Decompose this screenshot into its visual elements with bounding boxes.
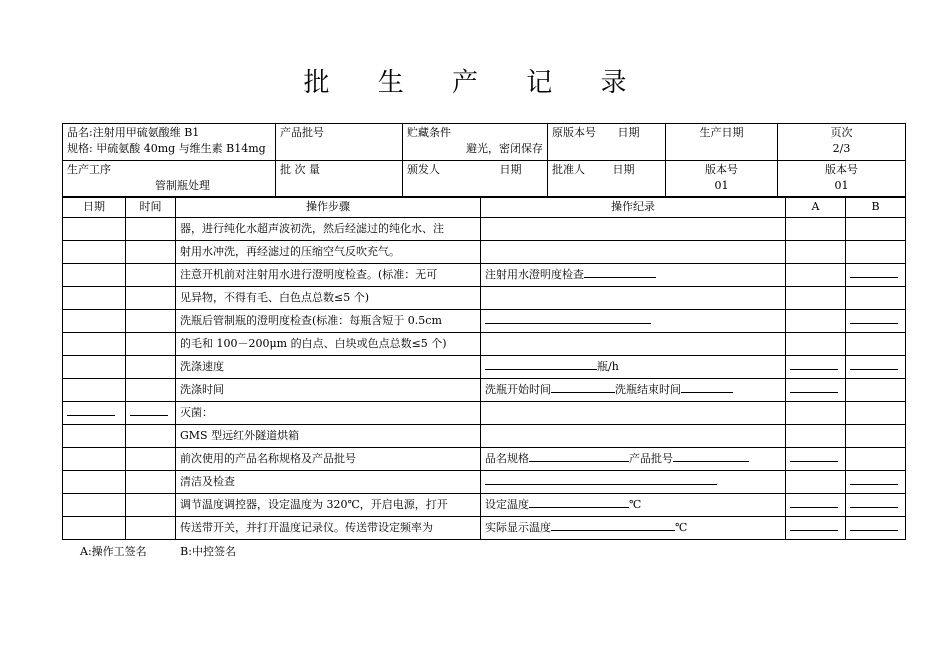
- fill-blank[interactable]: [584, 265, 656, 278]
- time-blank[interactable]: [130, 403, 168, 416]
- record-cell[interactable]: [481, 494, 786, 517]
- footer-b-note: B:中控签名: [180, 545, 236, 558]
- table-row: [63, 310, 906, 333]
- storage-cell: [403, 124, 548, 161]
- fill-blank[interactable]: [551, 380, 615, 393]
- approver-label: 批准人: [552, 163, 585, 176]
- footer-notes: [80, 543, 266, 559]
- a-sign-cell[interactable]: [786, 425, 846, 448]
- record-cell[interactable]: [481, 425, 786, 448]
- b-sign-cell[interactable]: [846, 448, 906, 471]
- time-cell[interactable]: [126, 402, 176, 425]
- signature-blank[interactable]: [790, 518, 838, 531]
- time-cell[interactable]: [126, 379, 176, 402]
- time-cell[interactable]: [126, 333, 176, 356]
- footer-a-note: A:操作工签名: [80, 545, 147, 558]
- version-label-2: 版本号: [825, 163, 858, 176]
- date-cell[interactable]: [63, 310, 126, 333]
- original-version-date-label: 日期: [617, 126, 640, 139]
- date-cell[interactable]: [63, 494, 126, 517]
- fill-blank[interactable]: [485, 357, 597, 370]
- b-sign-cell[interactable]: [846, 310, 906, 333]
- fill-blank[interactable]: [551, 518, 675, 531]
- a-sign-cell[interactable]: [786, 402, 846, 425]
- b-sign-cell[interactable]: [846, 402, 906, 425]
- date-cell[interactable]: [63, 402, 126, 425]
- b-sign-cell[interactable]: [846, 356, 906, 379]
- step-cell: GMS 型远红外隧道烘箱: [176, 425, 481, 448]
- step-cell: 清洁及检查: [176, 471, 481, 494]
- process-label: 生产工序: [67, 163, 111, 176]
- issuer-date-label: 日期: [499, 163, 522, 176]
- time-cell[interactable]: [126, 517, 176, 540]
- version-cell-2: [778, 161, 906, 198]
- date-cell[interactable]: [63, 379, 126, 402]
- record-cell[interactable]: [481, 310, 786, 333]
- record-label: 产品批号: [629, 452, 673, 465]
- a-sign-cell[interactable]: [786, 333, 846, 356]
- col-header-a: A: [786, 197, 846, 218]
- process-value: 管制瓶处理: [155, 179, 210, 192]
- table-row: [63, 425, 906, 448]
- table-row: [63, 471, 906, 494]
- operation-table: [62, 196, 906, 540]
- record-cell[interactable]: [481, 264, 786, 287]
- a-sign-cell[interactable]: [786, 287, 846, 310]
- signature-blank[interactable]: [790, 357, 838, 370]
- record-cell[interactable]: [481, 356, 786, 379]
- page-number-label: 页次: [830, 126, 853, 139]
- step-cell: 洗涤时间: [176, 379, 481, 402]
- date-cell[interactable]: [63, 471, 126, 494]
- record-cell[interactable]: [481, 287, 786, 310]
- date-cell[interactable]: [63, 425, 126, 448]
- signature-blank[interactable]: [790, 449, 838, 462]
- record-unit: ℃: [675, 521, 688, 534]
- table-row: [63, 379, 906, 402]
- table-row: [63, 494, 906, 517]
- page-title: 批 生 产 记 录: [303, 68, 647, 98]
- process-cell: [63, 161, 276, 198]
- record-label: 洗瓶开始时间: [485, 383, 551, 396]
- record-label: 设定温度: [485, 498, 529, 511]
- b-sign-cell[interactable]: [846, 333, 906, 356]
- a-sign-cell[interactable]: [786, 264, 846, 287]
- time-cell[interactable]: [126, 218, 176, 241]
- a-sign-cell[interactable]: [786, 310, 846, 333]
- version-value-1: 01: [714, 179, 729, 192]
- fill-blank[interactable]: [673, 449, 749, 462]
- step-cell: 器，进行纯化水超声波初洗，然后经滤过的纯化水、注: [176, 218, 481, 241]
- b-sign-cell[interactable]: [846, 471, 906, 494]
- step-cell: 见异物，不得有毛、白色点总数≤5 个): [176, 287, 481, 310]
- batch-quantity-label: 批 次 量: [280, 163, 320, 176]
- date-cell[interactable]: [63, 218, 126, 241]
- version-value-2: 01: [834, 179, 849, 192]
- signature-blank[interactable]: [850, 495, 898, 508]
- table-row: [63, 333, 906, 356]
- fill-blank[interactable]: [485, 472, 717, 485]
- col-header-time: 时间: [126, 197, 176, 218]
- signature-blank[interactable]: [850, 357, 898, 370]
- a-sign-cell[interactable]: [786, 494, 846, 517]
- date-blank[interactable]: [67, 403, 115, 416]
- time-cell[interactable]: [126, 310, 176, 333]
- step-cell: 射用水冲洗，再经滤过的压缩空气反吹充气。: [176, 241, 481, 264]
- record-cell[interactable]: [481, 402, 786, 425]
- approver-cell[interactable]: [548, 161, 666, 198]
- batch-quantity-cell[interactable]: [276, 161, 403, 198]
- storage-label: 贮藏条件: [407, 126, 451, 139]
- original-version-cell[interactable]: [548, 124, 666, 161]
- record-label: 实际显示温度: [485, 521, 551, 534]
- time-cell[interactable]: [126, 494, 176, 517]
- b-sign-cell[interactable]: [846, 517, 906, 540]
- time-cell[interactable]: [126, 471, 176, 494]
- time-cell[interactable]: [126, 425, 176, 448]
- version-label-1: 版本号: [705, 163, 738, 176]
- record-cell[interactable]: [481, 218, 786, 241]
- time-cell[interactable]: [126, 356, 176, 379]
- record-unit: ℃: [629, 498, 642, 511]
- a-sign-cell[interactable]: [786, 379, 846, 402]
- signature-blank[interactable]: [850, 472, 898, 485]
- a-sign-cell[interactable]: [786, 218, 846, 241]
- signature-blank[interactable]: [790, 495, 838, 508]
- date-cell[interactable]: [63, 356, 126, 379]
- table-row: [63, 287, 906, 310]
- record-cell[interactable]: [481, 448, 786, 471]
- production-date-label: 生产日期: [699, 126, 744, 139]
- table-row: [63, 356, 906, 379]
- col-header-record: 操作纪录: [481, 197, 786, 218]
- original-version-label: 原版本号: [552, 126, 596, 139]
- b-sign-cell[interactable]: [846, 379, 906, 402]
- signature-blank[interactable]: [850, 265, 898, 278]
- time-cell[interactable]: [126, 448, 176, 471]
- table-row: [63, 218, 906, 241]
- production-date-cell[interactable]: [666, 124, 778, 161]
- date-cell[interactable]: [63, 448, 126, 471]
- col-header-steps: 操作步骤: [176, 197, 481, 218]
- signature-blank[interactable]: [850, 518, 898, 531]
- record-unit: 瓶/h: [597, 360, 619, 373]
- time-cell[interactable]: [126, 241, 176, 264]
- b-sign-cell[interactable]: [846, 241, 906, 264]
- table-row: [63, 402, 906, 425]
- table-row: [63, 448, 906, 471]
- approver-date-label: 日期: [612, 163, 635, 176]
- b-sign-cell[interactable]: [846, 425, 906, 448]
- a-sign-cell[interactable]: [786, 517, 846, 540]
- page-number-value: 2/3: [832, 142, 851, 155]
- date-cell[interactable]: [63, 264, 126, 287]
- step-cell: 的毛和 100－200μm 的白点、白块或色点总数≤5 个): [176, 333, 481, 356]
- time-cell[interactable]: [126, 287, 176, 310]
- b-sign-cell[interactable]: [846, 218, 906, 241]
- a-sign-cell[interactable]: [786, 241, 846, 264]
- date-cell[interactable]: [63, 333, 126, 356]
- signature-blank[interactable]: [790, 380, 838, 393]
- table-row: [63, 264, 906, 287]
- step-cell: 洗涤速度: [176, 356, 481, 379]
- batch-number-label: 产品批号: [280, 126, 324, 139]
- record-cell[interactable]: [481, 517, 786, 540]
- product-spec: 规格: 甲硫氨酸 40mg 与维生素 B14mg: [67, 142, 266, 155]
- a-sign-cell[interactable]: [786, 448, 846, 471]
- record-label: 注射用水澄明度检查: [485, 268, 584, 281]
- table-header-row: [63, 197, 906, 218]
- fill-blank[interactable]: [485, 311, 651, 324]
- header-table: [62, 123, 906, 198]
- version-cell-1: [666, 161, 778, 198]
- page-number-cell: [778, 124, 906, 161]
- record-label: 洗瓶结束时间: [615, 383, 681, 396]
- step-cell: 前次使用的产品名称规格及产品批号: [176, 448, 481, 471]
- step-cell: 传送带开关，并打开温度记录仪。传送带设定频率为: [176, 517, 481, 540]
- storage-value: 避光，密闭保存: [466, 142, 543, 155]
- b-sign-cell[interactable]: [846, 494, 906, 517]
- date-cell[interactable]: [63, 241, 126, 264]
- a-sign-cell[interactable]: [786, 471, 846, 494]
- col-header-b: B: [846, 197, 906, 218]
- record-label: 品名规格: [485, 452, 529, 465]
- time-cell[interactable]: [126, 264, 176, 287]
- record-cell[interactable]: [481, 379, 786, 402]
- step-cell: 洗瓶后管制瓶的澄明度检查(标准：每瓶含短于 0.5cm: [176, 310, 481, 333]
- b-sign-cell[interactable]: [846, 264, 906, 287]
- step-cell: 注意开机前对注射用水进行澄明度检查。(标准：无可: [176, 264, 481, 287]
- col-header-date: 日期: [63, 197, 126, 218]
- product-name: 品名:注射用甲硫氨酸维 B1: [67, 126, 200, 139]
- step-cell: 调节温度调控器，设定温度为 320℃，开启电源，打开: [176, 494, 481, 517]
- a-sign-cell[interactable]: [786, 356, 846, 379]
- record-cell[interactable]: [481, 333, 786, 356]
- table-row: [63, 517, 906, 540]
- record-cell[interactable]: [481, 241, 786, 264]
- product-info-cell: [63, 124, 276, 161]
- step-cell: 灭菌：: [176, 402, 481, 425]
- fill-blank[interactable]: [681, 380, 733, 393]
- fill-blank[interactable]: [529, 495, 629, 508]
- b-sign-cell[interactable]: [846, 287, 906, 310]
- issuer-cell[interactable]: [403, 161, 548, 198]
- signature-blank[interactable]: [850, 311, 898, 324]
- fill-blank[interactable]: [529, 449, 629, 462]
- date-cell[interactable]: [63, 517, 126, 540]
- date-cell[interactable]: [63, 287, 126, 310]
- table-row: [63, 241, 906, 264]
- record-cell[interactable]: [481, 471, 786, 494]
- issuer-label: 颁发人: [407, 163, 440, 176]
- batch-number-cell[interactable]: [276, 124, 403, 161]
